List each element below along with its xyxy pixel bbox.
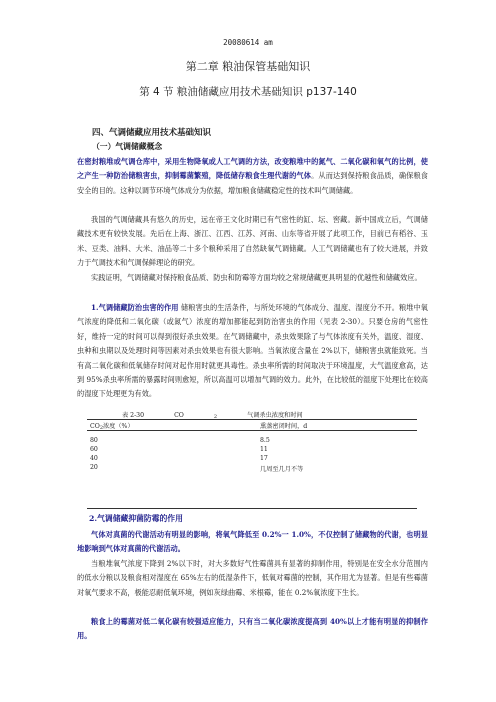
paragraph-4 — [77, 301, 428, 402]
document-page: 20080614 am 第二章 粮油保管基础知识 第 4 节 粮油储藏应用技术基础知识 p137-140 四、气调储藏应用技术基础知识 （一）气调储藏概念 在密封粮堆或气调仓库中，采用生物降氧或人工气调的方法，改变粮堆中的氮气、二氧化碳和氧气的比例，使之产生一种防治储粮害虫，抑制霉菌繁殖，降低储存粮食生理代谢的气体。从而达到保持粮食品质，确保粮食安全的目的。这种以调节环境气体成分为依据，增加粮食储藏稳定性的技术叫气调储藏。 我国的气调储藏具有悠久的历史，远在帝王文化时期已有气密性的缸、坛、窖藏。新中国成立后，气调储藏技术更有较快发展。先后在上海、浙江、江西、江苏、河南、山东等省开展了此项工作，目前已有稻谷、玉米、豆类、油料、大米、油品等二十多个粮种采用了自然缺氧气调储藏。人工气调储藏也有了较大进展，并致力于气调技术和气调保鲜理论的研究。 实践证明，气调储藏对保持粮食品质、防虫和防霉等方面均较之常规储藏更具明显的优越性和储藏效应。 1.气调储藏防治虫害的作用 储粮害虫的生活条件，与所处环境的气体成分、温度、湿度分不开。粮堆中氧气浓度的降低和二氧化碳（或氮气）浓度的增加都能起到防治害虫的作用（见表 2-30）。只要仓房的气密性好，维持一定的时间可以得到很好杀虫效果。在气调储藏中，杀虫效果除了与气体浓度有关外，温度、湿度、虫种和虫期以及处理时间等因素对杀虫效果也有很大影响。当氧浓度含量在 2%以下，储粮害虫就能致死。当有高二氧化碳和低氧储存时间对起作用时就更具毒性。杀虫率所需的时间取决于环境温度，大气温度愈高，达到 95%杀虫率所需的暴露时间则愈短，所以高温可以增加气调的效力。此外，在比较低的湿度下处理比在较高的湿度下处理更为有效。 表 2-30 CO 2 气调杀虫浓度和时间 CO2浓度（%） 熏蒸密闭时间，d 80 8.5 60 11 40 17 20 几周至几月不等 2.气调储藏抑菌防霉的作用 气体对真菌的代谢活动有明显的影响，将氧气降低至 0.2%一 1.0%，不仅控制了储藏物的代谢，也明显地影响到气体对真菌的代谢活动。 当粮堆氧气浓度下降到 2%以下时，对大多数好气性霉菌具有显著的抑制作用，特别是在安全水分范围内的低水分粮以及粮食相对湿度在 65%左右的低湿条件下，低氧对霉菌的控制，其作用尤为显著。但是有些霉菌对氧气要求不高，极能忍耐低氧环境，例如灰绿曲霉、米根霉，能在 0.2%氧浓度下生长。 粮食上的霉菌对低二氧化碳有较强适应能力，只有当二氧化碳浓度提高到 40%以上才能有明显的抑制作用。 — [0, 0, 496, 702]
section-title: 第 4 节 粮油储藏应用技术基础知识 p137-140 — [139, 86, 357, 98]
paragraph-3: 实践证明，气调储藏对保持粮食品质、防虫和防霉等方面均较之常规储藏更具明显的优越性和储藏效应。 — [91, 273, 422, 282]
table-number: 表 2-30 — [122, 412, 145, 419]
paragraph-2: 我国的气调储藏具有悠久的历史，远在帝王文化时期已有气密性的缸、坛、窖藏。新中国成立后，气调储藏技术更有较快发展。先后在上海、浙江、江西、江苏、河南、山东等省开展了此项工作，目前已有稻谷、玉米、豆类、油料、大米、油品等二十多个粮种采用了自然缺氧气调储藏。人工气调储藏也有了较大进展，并致力于气调技术和气调保鲜理论的研究。 — [77, 215, 428, 268]
table-header-rule — [87, 430, 417, 431]
paragraph-7: 粮食上的霉菌对低二氧化碳有较强适应能力，只有当二氧化碳浓度提高到 40%以上才能有明显的抑制作用。 — [77, 617, 428, 641]
heading-4: 四、气调储藏应用技术基础知识 — [92, 128, 212, 138]
paragraph-4-body: 储粮害虫的生活条件，与所处环境的气体成分、温度、湿度分不开。粮堆中氧气浓度的降低和二氧化碳（或氮气）浓度的增加都能起到防治害虫的作用（见表 2-30）。只要仓房的气密性好，维持一定的时间可以得到很好杀虫效果。在气调储藏中，杀虫效果除了与气体浓度有关外，温度、湿度、虫种和虫期以及处理时间等因素对杀虫效果也有很大影响。当氧浓度含量在 2%以下，储粮害虫就能致死。当有高二氧化碳和低氧储存时间对起作用时就更具毒性。杀虫率所需的时间取决于环境温度，大气温度愈高，达到 95%杀虫率所需的暴露时间则愈短，所以高温可以增加气调的效力。此外，在比较低的湿度下处理比在较高的湿度下处理更为有效。 — [77, 303, 428, 399]
date-line: 20080614 am — [223, 38, 273, 47]
table-header-concentration: CO2浓度（%） — [90, 423, 134, 431]
table-bottom-rule — [87, 508, 417, 509]
heading-5: （一）气调储藏概念 — [92, 142, 163, 151]
paragraph-1-rest: 从而达到保持粮食品质，确保粮食安全的目的。这种以调节环境气体成分为依据，增加粮食储藏稳定性的技术叫气调储藏。 — [77, 171, 428, 195]
paragraph-4-lead: 1.气调储藏防治虫害的作用 — [91, 303, 179, 312]
table-caption: 表 2-30 CO 2 气调杀虫浓度和时间 — [122, 412, 303, 420]
table-header-time: 熏蒸密闭时间，d — [260, 423, 308, 430]
paragraph-1-bold: 在密封粮堆或气调仓库中，采用生物降氧或人工气调的方法，改变粮堆中的氮气、二氧化碳和氧气的比例，使之产生一种防治储粮害虫，抑制霉菌繁殖，降低储存粮食生理代谢的气体 — [77, 157, 428, 181]
paragraph-5: 气体对真菌的代谢活动有明显的影响，将氧气降低至 0.2%一 1.0%，不仅控制了储藏物的代谢，也明显地影响到气体对真菌的代谢活动。 — [77, 530, 428, 554]
table-top-rule — [87, 419, 417, 420]
heading-6: 2.气调储藏抑菌防霉的作用 — [89, 514, 183, 523]
paragraph-1: 在密封粮堆或气调仓库中，采用生物降氧或人工气调的方法，改变粮堆中的氮气、二氧化碳和氧气的比例，使之产生一种防治储粮害虫，抑制霉菌繁殖，降低储存粮食生理代谢的气体。从而达到保持粮食品质，确保粮食安全的目的。这种以调节环境气体成分为依据，增加粮食储藏稳定性的技术叫气调储藏。 — [77, 157, 428, 195]
chapter-title: 第二章 粮油保管基础知识 — [185, 60, 311, 73]
paragraph-6: 当粮堆氧气浓度下降到 2%以下时，对大多数好气性霉菌具有显著的抑制作用，特别是在安全水分范围内的低水分粮以及粮食相对湿度在 65%左右的低湿条件下，低氧对霉菌的控制，其作用尤为显著。但是有些霉菌对氧气要求不高，极能忍耐低氧环境，例如灰绿曲霉、米根霉，能在 0.2%氧浓度下生长。 — [77, 559, 428, 597]
